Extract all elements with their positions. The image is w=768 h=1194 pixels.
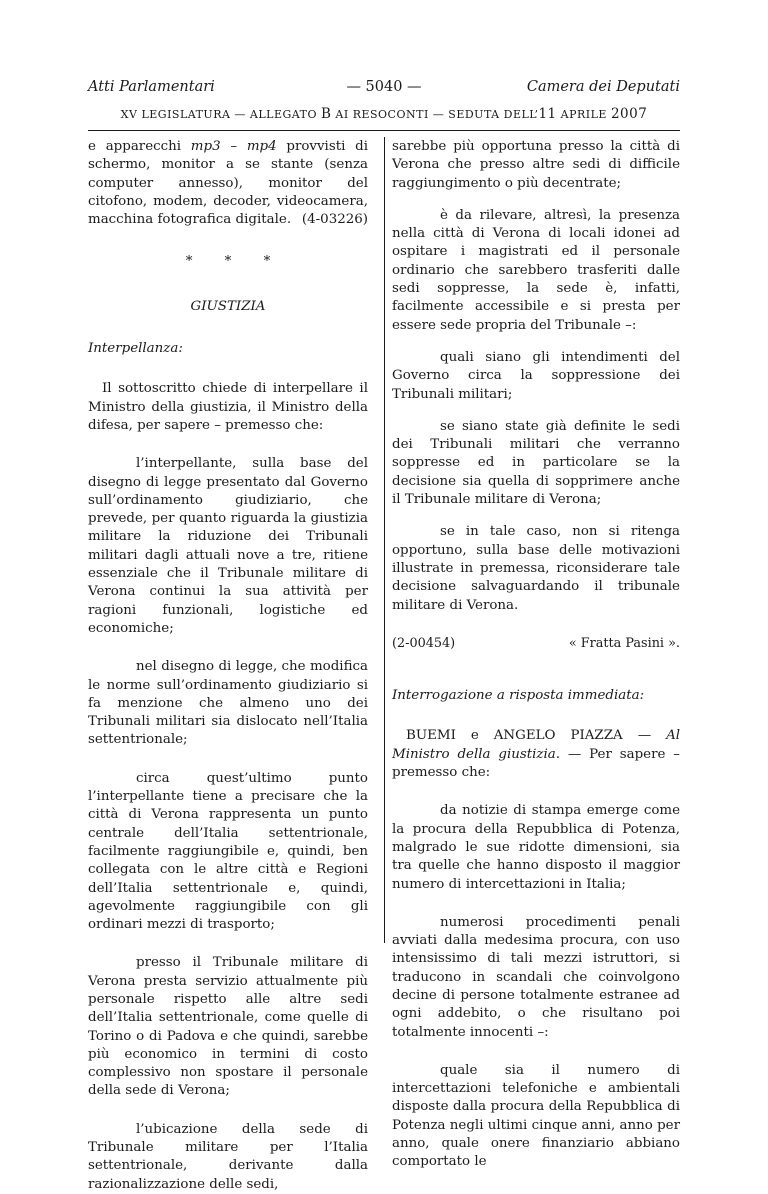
paragraph: quali siano gli intendimenti del Governo circa la soppressione dei Tribunali militari;: [392, 349, 680, 402]
section-title: GIUSTIZIA: [190, 298, 266, 314]
document-code: (4-03226): [301, 212, 368, 228]
subheader-year: 2007: [610, 106, 648, 122]
paragraph: nel disegno di legge, che modifica le norme sull’ordinamento giudiziario si fa menzione che almeno uno dei Tribunali militari sia dislocato nell’Italia settentrionale;: [88, 659, 368, 748]
left-column: [88, 138, 368, 1194]
paragraph: Il sottoscritto chiede di interpellare il Ministro della giustizia, il Ministro della difesa, per sapere – premesso che:: [88, 381, 368, 433]
header-rule: [88, 130, 680, 131]
section-separator: * * *: [185, 254, 285, 270]
paragraph: circa quest’ultimo punto l’interpellante tiene a precisare che la città di Verona rappresenta un punto centrale dell’Italia settentrionale, facilmente raggiungibile e, quindi, ben collegata con le altre città e Regioni dell’Italia settentrionale e, quindi, agevolmente raggiungibile con gli ordinari mezzi di trasporto;: [88, 770, 368, 933]
paragraph: presso il Tribunale militare di Verona presta servizio attualmente più personale rispetto alle altre sedi dell’Italia settentrionale, come quelle di Torino o di Padova e che quindi, sarebbe più economico in termini di costo complessivo non spostare il personale della sede di Verona;: [88, 955, 368, 1099]
page-number: — 5040 —: [346, 79, 422, 95]
subheader-part2: AI RESOCONTI — SEDUTA DELL’: [331, 108, 539, 121]
paragraph: e apparecchi mp3 – mp4 provvisti di schermo, monitor a se stante (senza computer annesso), monitor del citofono, modem, decoder, videocamera, macchina fotografica digitale. (4-03226): [88, 138, 368, 229]
paragraph: se in tale caso, non si ritenga opportuno, sulla base delle motivazioni illustrate in premessa, riconsiderare tale decisione salvaguardando il tribunale militare di Verona.: [392, 524, 680, 613]
right-column: [392, 138, 680, 1172]
signature-line: [392, 635, 680, 653]
interrogazione-label: Interrogazione a risposta immediata:: [392, 688, 645, 704]
interpellanza-label: Interpellanza:: [88, 341, 183, 357]
paragraph: quale sia il numero di intercettazioni telefoniche e ambientali disposte dalla procura della Repubblica di Potenza negli ultimi cinque anni, anno per anno, quale onere finanziario abbiano comportato le: [392, 1062, 680, 1170]
signature: « Fratta Pasini ».: [568, 635, 680, 651]
paragraph: BUEMI e ANGELO PIAZZA — Al Ministro della giustizia. — Per sapere – premesso che:: [392, 728, 681, 781]
header-left: Atti Parlamentari: [88, 79, 215, 95]
subheader-day: 11: [538, 106, 557, 122]
subheader-part3: APRILE: [556, 108, 611, 121]
document-code: (2-00454): [392, 635, 456, 651]
subheader-part1: XV LEGISLATURA — ALLEGATO: [120, 108, 321, 121]
subheader-letter: B: [320, 106, 332, 122]
column-divider: [384, 137, 385, 943]
page-subheader: [88, 106, 680, 122]
paragraph: se siano state già definite le sedi dei Tribunali militari che verranno soppresse ed in particolare se la decisione sia quella di sopprimere anche il Tribunale militare di Verona;: [392, 418, 680, 508]
paragraph: l’interpellante, sulla base del disegno di legge presentato dal Governo sull’ordinamento giudiziario, che prevede, per quanto riguarda la giustizia militare la riduzione dei Tribunali militari dagli attuali nove a tre, ritiene essenziale che il Tribunale militare di Verona continui la sua attività per ragioni funzionali, logistiche ed economiche;: [88, 456, 368, 636]
paragraph: l’ubicazione della sede di Tribunale militare per l’Italia settentrionale, derivante dalla razionalizzazione delle sedi,: [88, 1121, 368, 1192]
paragraph: numerosi procedimenti penali avviati dalla medesima procura, con uso intensissimo di tali mezzi istruttori, si traducono in scandali che coinvolgono decine di persone totalmente estranee ad ogni addebito, o che risultano poi totalmente innocenti –:: [392, 914, 680, 1040]
header-right: Camera dei Deputati: [526, 79, 680, 95]
paragraph: da notizie di stampa emerge come la procura della Repubblica di Potenza, malgrado le sue ridotte dimensioni, sia tra quelle che hanno disposto il maggior numero di intercettazioni in Italia;: [392, 803, 680, 892]
page-header: [88, 79, 680, 105]
paragraph: è da rilevare, altresì, la presenza nella città di Verona di locali idonei ad ospitare i magistrati ed il personale ordinario che sarebbero trasferiti dalle sedi soppresse, la sede è, infatti, facilmente accessibile e si presta per essere sede propria del Tribunale –:: [392, 207, 680, 333]
paragraph: sarebbe più opportuna presso la città di Verona che presso altre sedi di difficile raggiungimento o più decentrate;: [392, 139, 680, 191]
